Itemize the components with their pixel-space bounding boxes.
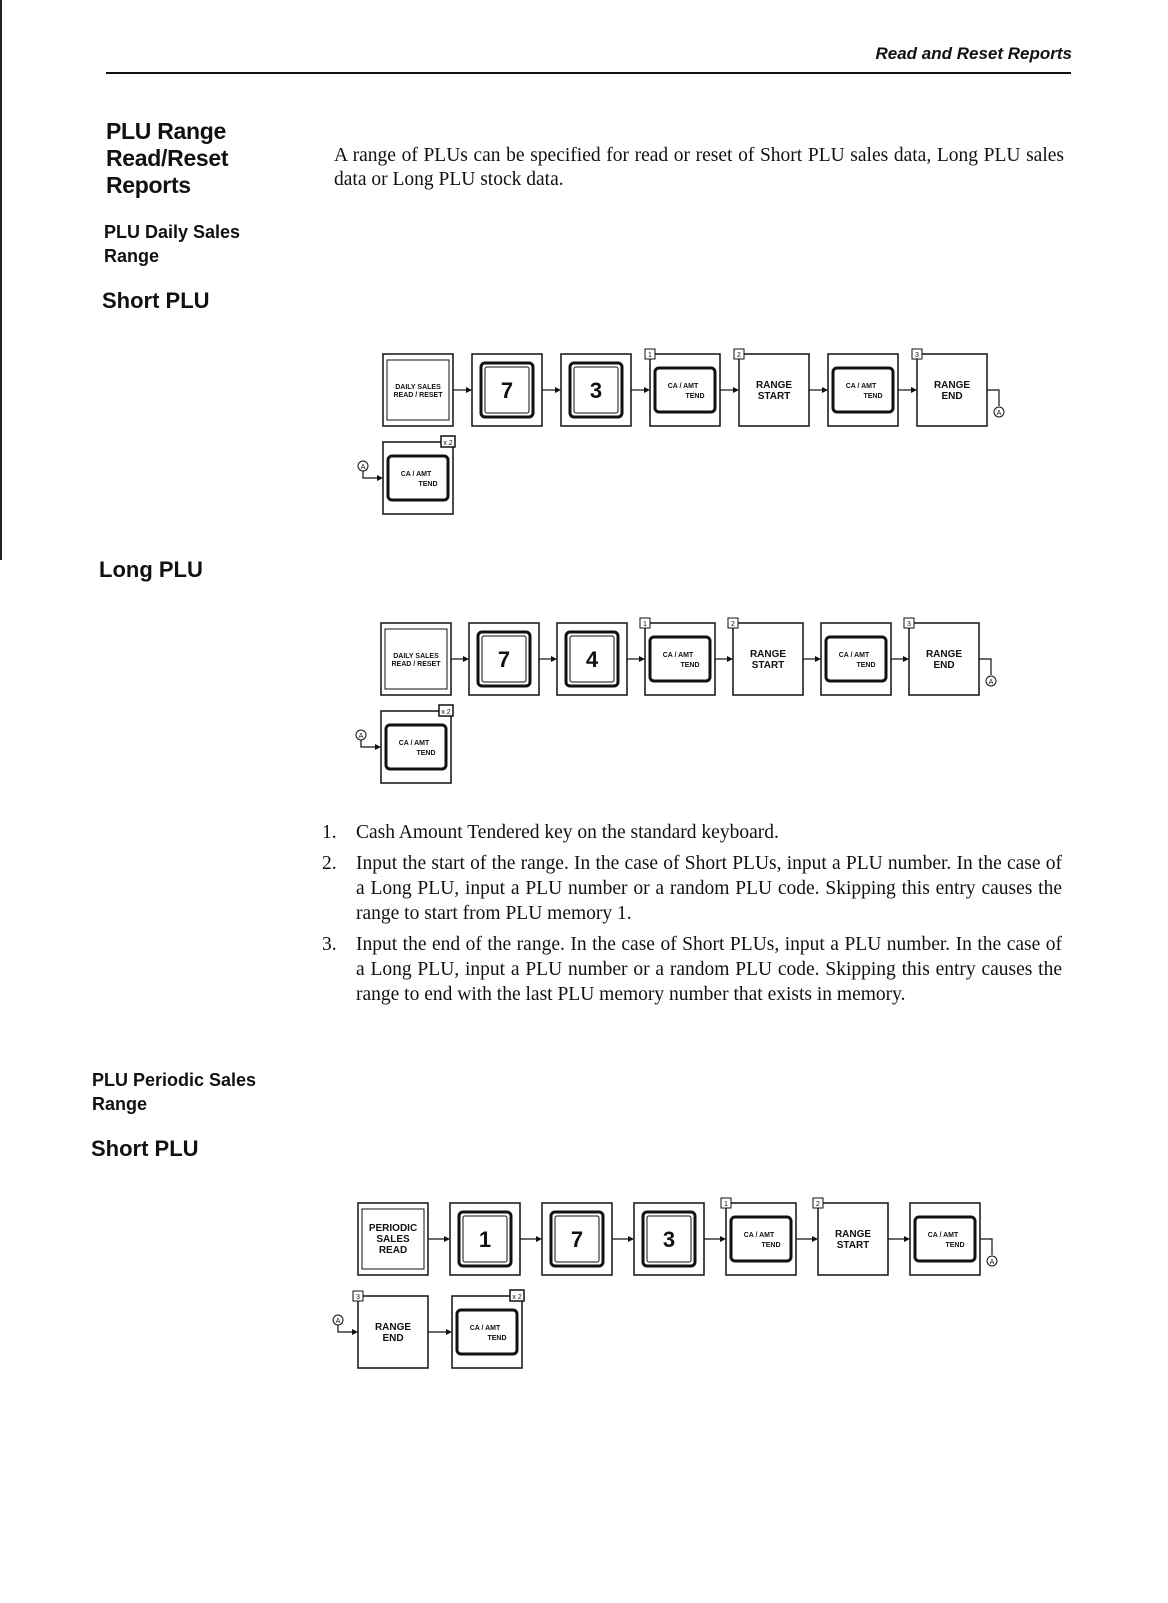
footnote-item bbox=[322, 932, 1062, 1007]
key-label: TEND bbox=[856, 662, 876, 669]
key-ca bbox=[828, 354, 898, 426]
key-ca bbox=[721, 1198, 796, 1275]
footnote-marker-label: 1 bbox=[643, 621, 647, 628]
key-ca bbox=[452, 1290, 524, 1368]
key-periodic bbox=[358, 1203, 428, 1275]
footnote-number: 2. bbox=[322, 853, 337, 874]
key-cap bbox=[388, 456, 448, 500]
key-cap bbox=[731, 1217, 791, 1261]
footnote-text: Cash Amount Tendered key on the standard keyboard. bbox=[356, 822, 779, 843]
footnote-text: Input the end of the range. In the case of Short PLUs, input a PLU number. In the case of a Long PLU, input a PLU number or a random PLU code. Skipping this entry causes the range to end with the last PLU memory number that exists in memory. bbox=[356, 934, 1062, 1005]
footnote-marker-label: 3 bbox=[356, 1294, 360, 1301]
key-label: READ / RESET bbox=[393, 392, 443, 399]
key-digit: 7 bbox=[500, 378, 514, 403]
flow-arrowhead bbox=[903, 656, 909, 662]
footnote-marker-label: 2 bbox=[816, 1201, 820, 1208]
key-digit-4 bbox=[557, 623, 627, 695]
flow-arrowhead bbox=[444, 1236, 450, 1242]
key-label: SALES bbox=[376, 1234, 410, 1245]
flow-continue-line bbox=[361, 740, 376, 747]
flow-continue-line bbox=[979, 659, 991, 675]
repeat-badge-label: x 2 bbox=[441, 709, 451, 716]
key-range_start bbox=[813, 1198, 888, 1275]
flow-arrowhead bbox=[352, 1329, 358, 1335]
key-digit-7 bbox=[469, 623, 539, 695]
key-label: CA / AMT bbox=[743, 1232, 775, 1239]
key-label: DAILY SALES bbox=[393, 653, 439, 660]
flow-arrowhead bbox=[628, 1236, 634, 1242]
key-cap bbox=[915, 1217, 975, 1261]
flow-arrowhead bbox=[904, 1236, 910, 1242]
flow-arrowhead bbox=[812, 1236, 818, 1242]
key-label: CA / AMT bbox=[662, 652, 694, 659]
section-title-line: PLU Range bbox=[106, 118, 226, 144]
key-label: RANGE bbox=[933, 380, 971, 391]
flow-arrowhead bbox=[446, 1329, 452, 1335]
key-label: CA / AMT bbox=[469, 1325, 501, 1332]
key-daily bbox=[381, 623, 451, 695]
intro-paragraph: A range of PLUs can be specified for read or reset of Short PLU sales data, Long PLU sales data or Long PLU stock data. bbox=[334, 144, 1064, 190]
heading-daily-short-plu: Short PLU bbox=[102, 288, 210, 313]
key-cap bbox=[386, 725, 446, 769]
key-label: START bbox=[751, 660, 785, 671]
footnote-marker-label: 2 bbox=[731, 621, 735, 628]
key-cap bbox=[650, 637, 710, 681]
key-label: TEND bbox=[680, 662, 700, 669]
flow-continue-line bbox=[338, 1325, 353, 1332]
key-label: TEND bbox=[487, 1335, 507, 1342]
repeat-badge-label: x 2 bbox=[443, 440, 453, 447]
section-title-line: Read/Reset bbox=[106, 145, 229, 171]
heading-daily-long-plu: Long PLU bbox=[99, 557, 203, 582]
subsection-title-line: Range bbox=[104, 246, 160, 266]
key-cap bbox=[826, 637, 886, 681]
connector-label: A bbox=[989, 1259, 995, 1266]
key-label: TEND bbox=[945, 1242, 965, 1249]
key-daily bbox=[383, 354, 453, 426]
flow-arrowhead bbox=[375, 744, 381, 750]
flow-continue-line bbox=[987, 390, 999, 406]
flow-arrowhead bbox=[727, 656, 733, 662]
key-label: CA / AMT bbox=[667, 383, 699, 390]
key-digit: 7 bbox=[497, 647, 511, 672]
connector-label: A bbox=[996, 410, 1002, 417]
key-digit-7 bbox=[472, 354, 542, 426]
key-digit: 7 bbox=[570, 1227, 584, 1252]
flow-arrowhead bbox=[551, 656, 557, 662]
connector-label: A bbox=[988, 679, 994, 686]
flow-arrowhead bbox=[639, 656, 645, 662]
footnote-text: Input the start of the range. In the case of Short PLUs, input a PLU number. In the case of a Long PLU, input a PLU number or a random PLU code. Skipping this entry causes the range to start from PLU memory 1. bbox=[356, 853, 1062, 924]
footnote-marker-label: 3 bbox=[915, 352, 919, 359]
key-ca bbox=[821, 623, 891, 695]
subsection-title-line: PLU Daily Sales bbox=[104, 222, 241, 242]
key-ca bbox=[640, 618, 715, 695]
key-range_start bbox=[734, 349, 809, 426]
section-title-line: Reports bbox=[106, 172, 191, 198]
key-label: END bbox=[933, 660, 955, 671]
key-label: RANGE bbox=[755, 380, 793, 391]
flow-arrowhead bbox=[911, 387, 917, 393]
footnote-marker-label: 3 bbox=[907, 621, 911, 628]
flow-arrowhead bbox=[815, 656, 821, 662]
key-digit-3 bbox=[561, 354, 631, 426]
connector-label: A bbox=[360, 464, 366, 471]
key-digit-3 bbox=[634, 1203, 704, 1275]
running-head: Read and Reset Reports bbox=[875, 44, 1072, 63]
flow-continue-line bbox=[980, 1239, 992, 1255]
flow-arrowhead bbox=[644, 387, 650, 393]
key-ca bbox=[910, 1203, 980, 1275]
key-label: END bbox=[382, 1333, 404, 1344]
flow-arrowhead bbox=[463, 656, 469, 662]
key-range_end bbox=[904, 618, 979, 695]
key-label: START bbox=[757, 391, 791, 402]
key-range_end bbox=[912, 349, 987, 426]
key-cap bbox=[655, 368, 715, 412]
key-ca bbox=[383, 436, 455, 514]
key-label: END bbox=[941, 391, 963, 402]
flow-arrowhead bbox=[466, 387, 472, 393]
subsection-title-line: Range bbox=[92, 1094, 148, 1114]
key-digit: 3 bbox=[589, 378, 603, 403]
key-label: TEND bbox=[685, 393, 705, 400]
key-label: CA / AMT bbox=[398, 740, 430, 747]
key-label: CA / AMT bbox=[400, 471, 432, 478]
key-label: TEND bbox=[416, 750, 436, 757]
footnote-item bbox=[322, 820, 1062, 845]
key-label: TEND bbox=[863, 393, 883, 400]
key-cap bbox=[833, 368, 893, 412]
footnote-marker-label: 1 bbox=[724, 1201, 728, 1208]
connector-label: A bbox=[358, 733, 364, 740]
footnote-marker-label: 2 bbox=[737, 352, 741, 359]
connector-label: A bbox=[335, 1318, 341, 1325]
footnote-number: 1. bbox=[322, 822, 337, 843]
repeat-badge-label: x 2 bbox=[512, 1294, 522, 1301]
key-label: TEND bbox=[418, 481, 438, 488]
footnote-marker-label: 1 bbox=[648, 352, 652, 359]
key-label: CA / AMT bbox=[838, 652, 870, 659]
key-label: RANGE bbox=[374, 1322, 412, 1333]
key-digit-7 bbox=[542, 1203, 612, 1275]
key-cap bbox=[457, 1310, 517, 1354]
key-range_start bbox=[728, 618, 803, 695]
key-digit: 4 bbox=[585, 647, 599, 672]
subsection-title-line: PLU Periodic Sales bbox=[92, 1070, 257, 1090]
flow-arrowhead bbox=[555, 387, 561, 393]
footnotes-list bbox=[322, 820, 1062, 1013]
flow-arrowhead bbox=[733, 387, 739, 393]
flow-arrowhead bbox=[720, 1236, 726, 1242]
key-label: RANGE bbox=[925, 649, 963, 660]
flow-arrowhead bbox=[536, 1236, 542, 1242]
key-label: READ / RESET bbox=[391, 661, 441, 668]
flow-arrowhead bbox=[822, 387, 828, 393]
key-digit-1 bbox=[450, 1203, 520, 1275]
key-label: PERIODIC bbox=[368, 1223, 418, 1234]
key-range_end bbox=[353, 1291, 428, 1368]
key-digit: 3 bbox=[662, 1227, 676, 1252]
key-digit: 1 bbox=[478, 1227, 492, 1252]
key-label: START bbox=[836, 1240, 870, 1251]
key-label: CA / AMT bbox=[927, 1232, 959, 1239]
key-label: RANGE bbox=[749, 649, 787, 660]
key-label: CA / AMT bbox=[845, 383, 877, 390]
key-label: RANGE bbox=[834, 1229, 872, 1240]
flow-continue-line bbox=[363, 471, 378, 478]
key-ca bbox=[381, 705, 453, 783]
key-label: READ bbox=[378, 1245, 408, 1256]
footnote-item bbox=[322, 851, 1062, 926]
key-label: DAILY SALES bbox=[395, 384, 441, 391]
heading-periodic-short-plu: Short PLU bbox=[91, 1136, 199, 1161]
flow-arrowhead bbox=[377, 475, 383, 481]
footnote-number: 3. bbox=[322, 934, 337, 955]
key-ca bbox=[645, 349, 720, 426]
key-label: TEND bbox=[761, 1242, 781, 1249]
